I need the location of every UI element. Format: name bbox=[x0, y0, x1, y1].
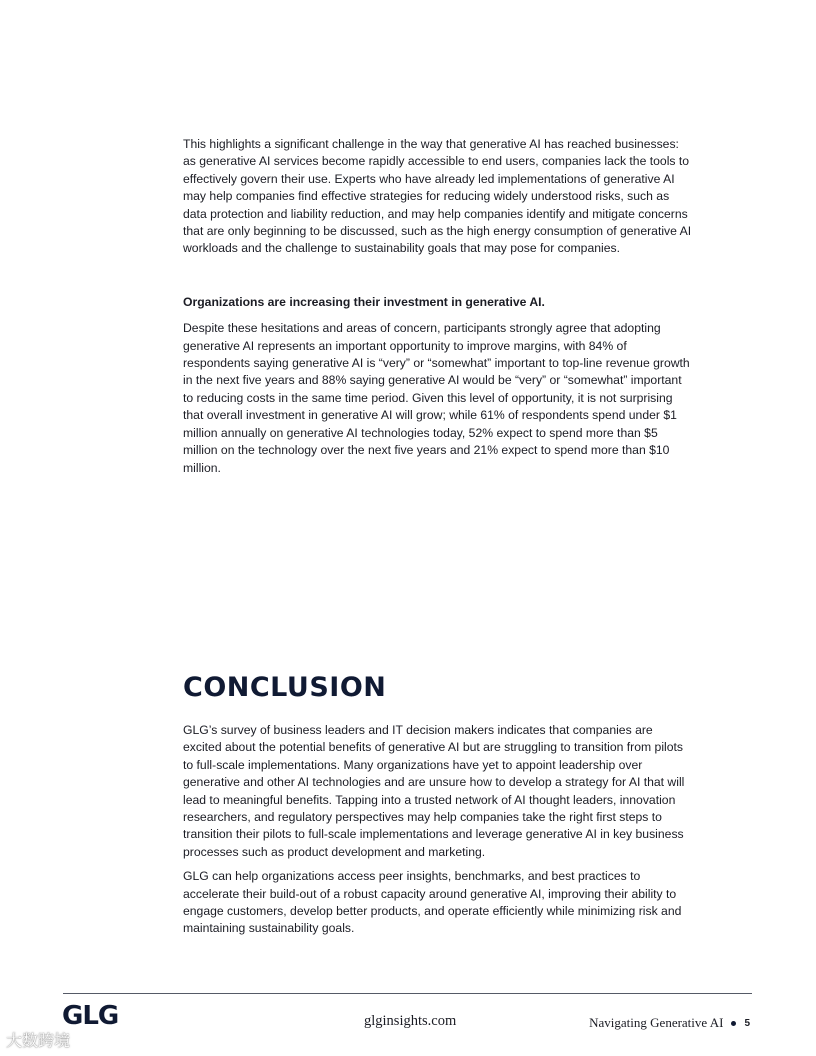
conclusion-paragraph-2: GLG can help organizations access peer insights, benchmarks, and best practices to accelerate their build-out of a robust capacity around generative AI, improving their ability to engage customers, develop better products, and operate efficiently while minimizing risk and maintaining sustainability goals. bbox=[183, 869, 682, 936]
body-paragraph-2: Despite these hesitations and areas of concern, participants strongly agree that adopting generative AI represents an important opportunity to improve margins, with 84% of respondents saying generative AI is “very” or “somewhat” important to top-line revenue growth in the next five years and 88% saying generative AI would be “very” or “somewhat” important to reducing costs in the same time period. Given this level of opportunity, it is not surprising that overall investment in generative AI will grow; while 61% of respondents spend under $1 million annually on generative AI technologies today, 52% expect to spend more than $5 million on the technology over the next five years and 21% expect to spend more than $10 million. bbox=[183, 321, 690, 475]
conclusion-paragraph-1: GLG’s survey of business leaders and IT decision makers indicates that companies are excited about the potential benefits of generative AI but are struggling to transition from pilots to full-scale implementations. Many organizations have yet to appoint leadership over generative and other AI technologies and are unsure how to develop a strategy for AI that will lead to meaningful benefits. Tapping into a trusted network of AI thought leaders, innovation researchers, and regulatory perspectives may help companies take the right first steps to transition their pilots to full-scale implementations and leverage generative AI in key business processes such as product development and marketing. bbox=[183, 723, 685, 859]
footer-doc-info bbox=[589, 1015, 750, 1031]
bullet-separator-icon bbox=[731, 1021, 736, 1026]
glg-logo: GLG bbox=[62, 1001, 119, 1031]
footer-doc-title: Navigating Generative AI bbox=[589, 1015, 724, 1030]
page-number: 5 bbox=[744, 1017, 750, 1029]
footer-website-link[interactable]: glginsights.com bbox=[364, 1013, 457, 1029]
watermark-overlay: 大数跨境 bbox=[6, 1031, 71, 1050]
conclusion-body bbox=[183, 722, 693, 938]
footer-divider bbox=[63, 993, 752, 994]
main-body bbox=[183, 136, 693, 477]
conclusion-heading: CONCLUSION bbox=[183, 672, 387, 703]
body-paragraph-1: This highlights a significant challenge in the way that generative AI has reached businesses: as generative AI services become rapidly accessible to end users, companies lack the tools to effectively govern their use. Experts who have already led implementations of generative AI may help companies find effective strategies for reducing widely understood risks, such as data protection and liability reduction, and may help companies identify and mitigate concerns that are only beginning to be discussed, such as the high energy consumption of generative AI workloads and the challenge to sustainability goals that may pose for companies. bbox=[183, 137, 692, 256]
section-subheading: Organizations are increasing their investment in generative AI. bbox=[183, 294, 545, 309]
